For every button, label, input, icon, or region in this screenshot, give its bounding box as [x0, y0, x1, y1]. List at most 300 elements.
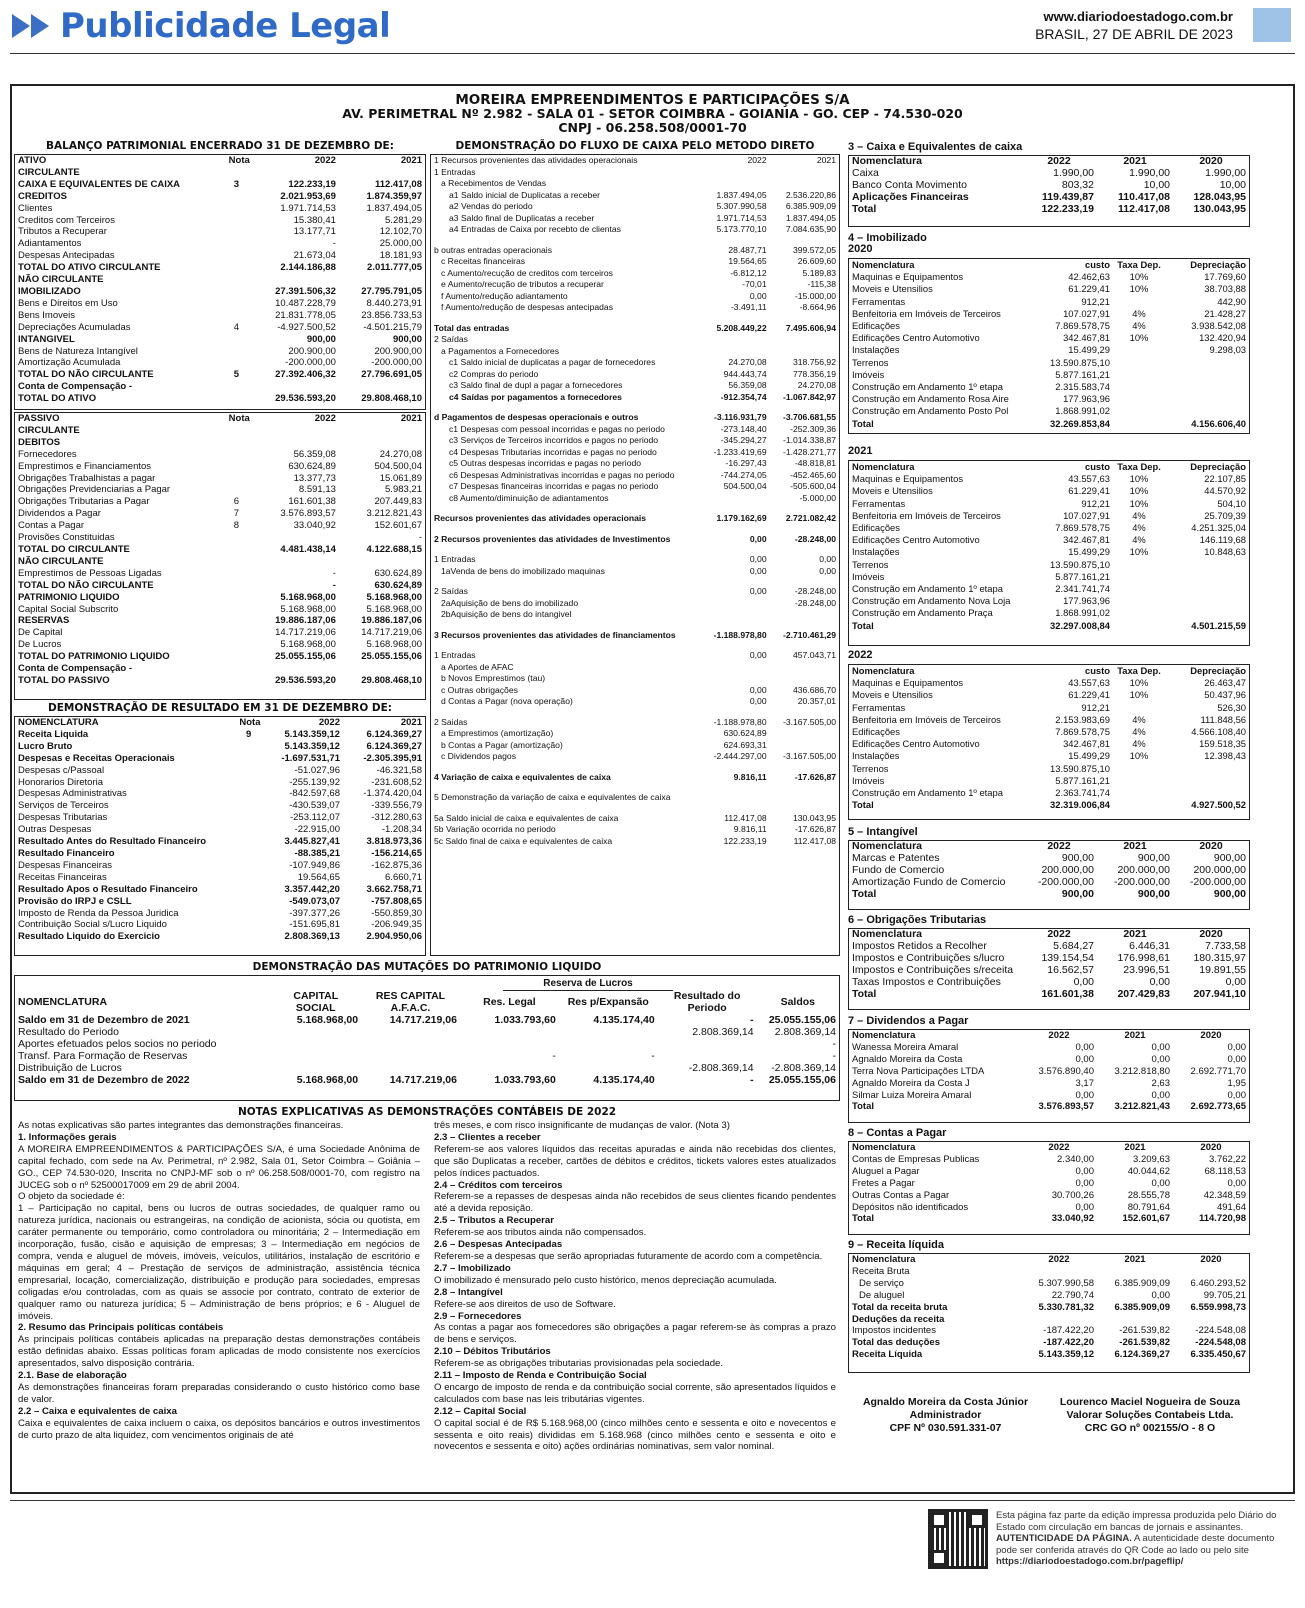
table-cell: 1.990,00 — [1129, 167, 1170, 179]
table-cell: 6.124.369,27 — [1114, 1349, 1170, 1361]
notes-column-1 — [18, 1120, 420, 1441]
signer-role: Valorar Soluções Contabeis Ltda. — [1066, 1409, 1234, 1421]
table-cell: -549.073,07 — [289, 895, 340, 907]
table-cell: -162.875,36 — [371, 859, 422, 871]
table-cell — [770, 740, 839, 752]
table-cell: 5.983,21 — [385, 484, 422, 496]
table-row — [849, 775, 1249, 787]
table-cell: -312.280,63 — [371, 812, 422, 824]
table-cell: 3.818.973,36 — [366, 836, 422, 848]
table-cell: Conta de Compensação - — [18, 381, 133, 393]
table-row — [849, 1054, 1249, 1066]
table-cell: CIRCULANTE — [18, 424, 80, 436]
table-cell — [236, 908, 261, 920]
column-header: Nomenclatura — [852, 461, 915, 472]
table-cell: 21.673,04 — [293, 250, 336, 262]
table-row — [15, 167, 425, 179]
table-cell: -912.354,74 — [720, 391, 767, 402]
table-cell: 10% — [1129, 283, 1149, 295]
note-heading: 2.9 – Fornecedores — [434, 1310, 522, 1322]
table-cell: -1.208,34 — [381, 824, 422, 836]
table-cell: - — [332, 567, 336, 579]
table-cell: 1 Entradas — [434, 650, 476, 660]
table-cell: INTANGIVEL — [18, 333, 75, 345]
table-cell: Imposto de Renda da Pessoa Juridica — [18, 907, 179, 919]
table-row — [849, 877, 1249, 889]
table-row — [431, 392, 839, 404]
column-header: 2022 — [747, 155, 767, 165]
table-cell: Total — [852, 619, 874, 631]
table-cell: 6.124.369,27 — [366, 740, 422, 752]
table-cell — [1113, 296, 1165, 308]
table-cell: Conta de Compensação - — [18, 663, 133, 675]
obrig-box — [848, 928, 1250, 1010]
table-cell: 5a Saldo inicial de caixa e equivalentes de caixa — [434, 812, 619, 823]
table-cell: Total da receita bruta — [852, 1301, 948, 1313]
imob-table-2022 — [849, 665, 1249, 811]
table-row — [431, 447, 839, 459]
table-cell: Edificações — [852, 522, 900, 534]
table-cell: 3.576.893,57 — [280, 508, 336, 520]
obrig-title: 6 – Obrigações Tributarias — [848, 914, 987, 926]
table-cell: -273.148,40 — [720, 423, 767, 434]
table-cell: 1aVenda de bens do imobilizado maquinas — [441, 565, 605, 576]
table-cell: 68.118,53 — [1204, 1165, 1246, 1177]
table-cell: -231.608,52 — [371, 776, 422, 788]
table-cell — [658, 1050, 757, 1062]
table-cell: Transf. Para Formação de Reservas — [18, 1050, 188, 1062]
table-cell: 20.357,01 — [797, 696, 836, 706]
table-cell: 526,30 — [1217, 701, 1246, 713]
table-cell: 5.143.359,12 — [284, 740, 340, 752]
table-row — [849, 308, 1249, 320]
table-cell: c4 Saídas por pagamentos a fornecedores — [449, 391, 622, 402]
dre-title: DEMONSTRAÇÃO DE RESULTADO EM 31 DE DEZEMBRO DE: — [48, 702, 392, 714]
table-row — [15, 1038, 839, 1050]
table-cell: 112.417,08 — [793, 835, 836, 846]
table-cell: Provisão do IRPJ e CSLL — [18, 895, 132, 907]
table-cell: 19.891,55 — [1199, 964, 1246, 976]
table-cell — [1165, 559, 1249, 571]
table-cell: Recursos provenientes das atividades operacionais — [434, 513, 647, 523]
table-row — [849, 1337, 1249, 1349]
column-header: 2021 — [400, 413, 422, 424]
table-cell: 4 — [233, 321, 240, 333]
table-cell — [236, 848, 261, 860]
table-cell: 152.601,67 — [1122, 1213, 1170, 1225]
table-cell: Receita Líquida — [852, 1349, 923, 1361]
table-cell — [460, 1038, 559, 1050]
table-cell: 130.043,95 — [792, 812, 836, 823]
table-cell: -744.274,05 — [720, 469, 767, 480]
table-cell: 16.562,57 — [1047, 964, 1094, 976]
column-header: 2021 — [816, 155, 836, 165]
table-cell — [339, 274, 425, 286]
table-cell — [220, 473, 253, 485]
table-cell: 27.391.506,32 — [275, 285, 336, 297]
table-cell: -115,38 — [807, 279, 836, 289]
table-cell: -2.305.395,91 — [363, 752, 422, 764]
table-row — [15, 580, 425, 592]
table-cell: Banco Conta Movimento — [852, 179, 967, 191]
table-row — [15, 812, 425, 824]
table-cell: Edificações Centro Automotivo — [852, 738, 980, 750]
table-row — [431, 470, 839, 482]
table-cell: 114.720,98 — [1198, 1213, 1246, 1225]
table-cell: c3 Serviços de Terceiros incorridos e pagos no periodo — [449, 435, 659, 445]
table-row — [431, 279, 839, 291]
table-row — [849, 677, 1249, 689]
table-cell: 7.495.606,94 — [785, 322, 836, 333]
column-header: 2021 — [1124, 1254, 1146, 1265]
table-cell: De serviço — [859, 1277, 904, 1289]
table-cell: 56.359,08 — [728, 380, 767, 390]
column-header: Resultado do Periodo — [673, 990, 741, 1014]
reserva-lucros-header: Reserva de Lucros — [543, 978, 633, 989]
table-cell: -5.000,00 — [799, 492, 836, 503]
table-row — [849, 750, 1249, 762]
table-cell — [220, 393, 253, 405]
table-row — [15, 250, 425, 262]
table-row — [15, 848, 425, 860]
table-cell: Wanessa Moreira Amaral — [852, 1041, 959, 1053]
table-cell: a4 Entradas de Caixa por recebto de clientas — [449, 224, 621, 234]
table-cell: 7 — [233, 508, 240, 520]
table-cell: 5.168.968,00 — [366, 603, 422, 615]
table-row — [15, 346, 425, 358]
table-cell: Capital Social Subscrito — [18, 603, 119, 615]
table-row — [849, 1278, 1249, 1290]
table-cell: 0,00 — [1227, 1177, 1246, 1189]
column-header: 2020 — [1200, 1030, 1222, 1041]
table-cell: 0,00 — [1151, 1289, 1170, 1301]
table-cell — [700, 673, 769, 685]
table-row — [849, 1349, 1249, 1361]
table-cell: 2.904.950,06 — [366, 931, 422, 943]
table-cell: CREDITOS — [18, 190, 67, 202]
table-header-row — [849, 1030, 1249, 1042]
table-cell — [236, 753, 261, 765]
table-row — [15, 425, 425, 437]
table-row — [849, 283, 1249, 295]
footer-url[interactable]: https://diariodoestadogo.com.br/pageflip/ — [996, 1556, 1184, 1567]
table-cell: Bens e Direitos em Uso — [18, 297, 118, 309]
table-cell: 2.011.777,05 — [367, 262, 422, 274]
table-row — [15, 286, 425, 298]
table-cell — [236, 896, 261, 908]
table-cell: 5.877.161,21 — [1055, 774, 1110, 786]
table-cell: 5.168.968,00 — [296, 1014, 359, 1026]
column-header: Depreciação — [1190, 259, 1246, 270]
table-row — [15, 520, 425, 532]
site-url[interactable]: www.diariodoestadogo.com.br — [1043, 9, 1233, 24]
table-cell: - — [750, 1014, 754, 1026]
table-cell — [1097, 1266, 1173, 1278]
table-cell: 177.963,96 — [1063, 393, 1110, 405]
table-cell: Saldo em 31 de Dezembro de 2022 — [18, 1074, 190, 1086]
table-cell: 0,00 — [1227, 1053, 1246, 1065]
table-row — [431, 662, 839, 674]
table-cell: 5.168.968,00 — [366, 591, 422, 603]
table-cell: 436.686,70 — [792, 684, 836, 695]
footer-auth-title: AUTENTICIDADE DA PÁGINA. — [996, 1533, 1132, 1544]
table-cell — [220, 484, 253, 496]
table-cell: Bens de Natureza Intangível — [18, 345, 138, 357]
table-cell: 29.536.593,20 — [275, 674, 336, 686]
table-cell: c8 Aumento/diminuição de adiantamentos — [449, 492, 609, 503]
table-cell — [700, 493, 769, 505]
table-cell: 107.027,91 — [1063, 509, 1110, 521]
table-row — [431, 685, 839, 697]
table-cell: 5.189,83 — [802, 267, 836, 278]
table-row — [15, 741, 425, 753]
table-cell: Construção em Andamento Nova Loja — [852, 595, 1011, 607]
table-cell: -1.188.978,80 — [713, 716, 767, 727]
table-cell — [700, 178, 769, 190]
table-row — [431, 314, 839, 335]
table-cell — [559, 1062, 658, 1074]
table-cell: 318.756,92 — [792, 357, 836, 367]
table-cell: 3,17 — [1075, 1077, 1094, 1089]
table-cell — [460, 1026, 559, 1038]
table-cell: 29.808.468,10 — [361, 674, 422, 686]
column-header: Nomenclatura — [852, 1030, 916, 1041]
table-cell: 10,00 — [1219, 179, 1246, 191]
table-cell: 900,00 — [1213, 852, 1246, 864]
table-cell: Obrigações Previdenciarias a Pagar — [18, 484, 171, 496]
table-cell — [770, 167, 839, 179]
table-cell: 2.021.953,69 — [280, 190, 336, 202]
table-cell — [1021, 1314, 1097, 1326]
table-cell: 27.795.791,05 — [361, 285, 422, 297]
table-cell — [236, 788, 261, 800]
table-row — [849, 393, 1249, 405]
table-row — [849, 1190, 1249, 1202]
table-cell: 0,00 — [749, 290, 767, 301]
table-cell: 630.624,89 — [723, 728, 767, 738]
table-row — [431, 369, 839, 381]
receita-box — [848, 1253, 1250, 1373]
table-cell: CAIXA E EQUIVALENTES DE CAIXA — [18, 178, 181, 190]
column-header: custo — [1084, 461, 1110, 472]
company-address: AV. PERIMETRAL Nº 2.982 - SALA 01 - SETOR COIMBRA - GOIANIA - GO. CEP - 74.530-020 — [342, 106, 963, 121]
table-row — [431, 493, 839, 505]
table-cell: Fretes a Pagar — [852, 1177, 915, 1189]
table-cell: Amortização Fundo de Comercio — [852, 876, 1006, 888]
column-header: Nomenclatura — [852, 929, 923, 940]
table-cell: Total das deduções — [852, 1337, 940, 1349]
table-cell: c Dividendos pagos — [441, 751, 517, 761]
table-cell — [253, 425, 339, 437]
table-cell: 122.233,19 — [288, 178, 336, 190]
table-row — [849, 1066, 1249, 1078]
table-cell: 944.443,74 — [723, 368, 767, 379]
table-cell: c3 Saldo final de dupl a pagar a fornecedores — [449, 380, 623, 390]
table-cell: 8.440.273,91 — [366, 297, 422, 309]
table-cell: -1.188.978,80 — [713, 629, 767, 640]
table-cell — [236, 800, 261, 812]
table-cell — [559, 1026, 658, 1038]
table-cell: Edificações Centro Automotivo — [852, 332, 980, 344]
table-cell — [770, 673, 839, 685]
table-row — [849, 320, 1249, 332]
table-cell: 5.168.968,00 — [366, 639, 422, 651]
signer-role: Administrador — [909, 1409, 982, 1421]
table-cell: TOTAL DO NÃO CIRCULANTE — [18, 369, 154, 381]
table-row — [15, 800, 425, 812]
table-cell — [1165, 583, 1249, 595]
table-row — [431, 190, 839, 202]
table-cell: Impostos incidentes — [852, 1325, 936, 1337]
table-cell: -70,01 — [742, 279, 767, 289]
table-cell: 3 — [233, 178, 240, 190]
table-cell — [1113, 357, 1165, 369]
table-cell: b outras entradas operacionais — [434, 244, 553, 255]
table-cell: 0,00 — [819, 554, 836, 564]
table-cell: 13.377,73 — [293, 472, 336, 484]
table-cell: 12.398,43 — [1204, 750, 1246, 762]
table-cell: a Pagamentos a Fornecedores — [441, 345, 559, 356]
notes-title: NOTAS EXPLICATIVAS AS DEMONSTRAÇÕES CONTÁBEIS DE 2022 — [237, 1106, 617, 1118]
table-cell: 0,00 — [1075, 1053, 1094, 1065]
table-row — [15, 592, 425, 604]
table-cell: 19.886.187,06 — [275, 615, 336, 627]
table-cell: 7.084.635,90 — [785, 224, 836, 234]
corner-square-icon — [1253, 8, 1291, 42]
contas-title: 8 – Contas a Pagar — [848, 1127, 947, 1139]
table-cell: 25.000,00 — [379, 238, 422, 250]
table-cell: 161.601,38 — [1041, 988, 1094, 1000]
page-header — [0, 0, 1305, 58]
table-cell: Emprestimos e Financiamentos — [18, 460, 152, 472]
table-cell: 25.709,39 — [1204, 509, 1246, 521]
table-cell: 2.144.186,88 — [280, 262, 336, 274]
table-cell: 152.601,67 — [374, 520, 422, 532]
table-cell: Tributos a Recuperar — [18, 226, 107, 238]
table-cell — [1113, 369, 1165, 381]
table-cell: 6.660,71 — [385, 871, 422, 883]
table-header-row — [15, 717, 425, 729]
table-cell — [220, 250, 253, 262]
table-cell — [220, 627, 253, 639]
table-cell: Fornecedores — [18, 448, 77, 460]
table-cell: -2.808.369,14 — [771, 1062, 836, 1074]
table-cell: 3.209,63 — [1133, 1153, 1170, 1165]
table-cell: a1 Saldo inicial de Duplicatas a receber — [449, 189, 600, 200]
column-header: 2022 — [1048, 1142, 1070, 1153]
column-header: Nomenclatura — [852, 259, 915, 270]
qr-code-icon[interactable] — [928, 1509, 988, 1569]
table-cell: 5.684,27 — [1053, 940, 1094, 952]
table-cell: 24.270,08 — [797, 380, 836, 390]
table-row — [15, 226, 425, 238]
table-cell: 14.717.219,06 — [389, 1074, 457, 1086]
table-row — [849, 941, 1249, 953]
table-cell — [1113, 393, 1165, 405]
table-cell — [253, 663, 339, 675]
table-cell: 630.624,89 — [374, 567, 422, 579]
table-cell: 128.043,95 — [1193, 191, 1246, 203]
table-cell — [236, 777, 261, 789]
table-cell: Aplicações Financeiras — [852, 191, 969, 203]
table-cell: Edificações Centro Automotivo — [852, 534, 980, 546]
table-cell: -16.297,43 — [725, 458, 767, 468]
signature-accountant — [1050, 1396, 1250, 1435]
table-cell: c2 Compras do periodo — [449, 368, 539, 379]
table-cell — [1165, 369, 1249, 381]
table-cell — [339, 663, 425, 675]
table-cell — [253, 532, 339, 544]
column-header: Res. Legal — [483, 996, 536, 1008]
table-cell: 10,00 — [1143, 179, 1170, 191]
table-cell: 3.212.818,80 — [1114, 1065, 1170, 1077]
table-header-row — [849, 929, 1249, 941]
table-row — [431, 545, 839, 566]
note-paragraph: Refere-se aos direitos de uso de Software. — [434, 1298, 616, 1310]
table-cell: 2.536.220,86 — [785, 189, 836, 200]
table-cell: RESERVAS — [18, 615, 70, 627]
table-cell — [1165, 357, 1249, 369]
table-cell: - — [418, 532, 422, 544]
table-row — [431, 403, 839, 424]
table-row — [849, 192, 1249, 204]
table-cell: 0,00 — [1075, 1201, 1094, 1213]
table-cell: -1.374.420,04 — [363, 788, 422, 800]
table-cell: -1.697.531,71 — [281, 752, 340, 764]
table-row — [15, 357, 425, 369]
table-cell: 2.808.369,13 — [284, 931, 340, 943]
table-cell: 6.460.293,52 — [1190, 1277, 1246, 1289]
table-cell: Outras Contas a Pagar — [852, 1189, 950, 1201]
table-row — [431, 566, 839, 578]
table-cell — [220, 592, 253, 604]
table-cell: Total — [852, 417, 874, 429]
table-cell: 9.816,11 — [733, 824, 767, 834]
table-cell: Honorarios Diretoria — [18, 776, 104, 788]
dmpl-table — [15, 990, 839, 1086]
table-cell: 3 Recursos provenientes das atividades de financiamentos — [434, 629, 676, 640]
table-cell: -17.626,87 — [794, 771, 836, 782]
table-cell: 3.212.821,43 — [1114, 1101, 1170, 1113]
table-row — [431, 380, 839, 392]
table-cell — [770, 662, 839, 674]
table-header-row — [849, 259, 1249, 271]
table-row — [431, 334, 839, 346]
table-cell: -22.915,00 — [294, 824, 340, 836]
note-paragraph: Referem-se aos tributos ainda não compensados. — [434, 1227, 647, 1239]
table-cell — [700, 609, 769, 621]
table-row — [15, 896, 425, 908]
table-cell: 2.721.082,42 — [785, 513, 836, 523]
table-cell: -550.859,30 — [371, 907, 422, 919]
table-row — [431, 824, 839, 836]
table-cell: 32.269.853,84 — [1050, 417, 1110, 429]
table-cell: a Emprestimos (amortização) — [441, 728, 554, 738]
table-cell: Resultado Antes do Resultado Financeiro — [18, 836, 207, 848]
note-heading: 2.5 – Tributos a Recuperar — [434, 1215, 554, 1227]
table-cell: 12.102,70 — [379, 226, 422, 238]
table-cell — [1165, 775, 1249, 787]
table-cell: c Receitas financeiras — [441, 256, 526, 266]
table-cell: Fundo de Comercio — [852, 864, 945, 876]
table-cell: Construção em Andamento Rosa Aire — [852, 393, 1009, 405]
table-cell: 2.153.983,69 — [1055, 713, 1110, 725]
table-cell: 6.385.909,09 — [785, 201, 836, 211]
table-cell: -88.385,21 — [294, 847, 340, 859]
table-cell — [339, 556, 425, 568]
table-cell: -107.949,86 — [289, 859, 340, 871]
table-row — [849, 1202, 1249, 1214]
